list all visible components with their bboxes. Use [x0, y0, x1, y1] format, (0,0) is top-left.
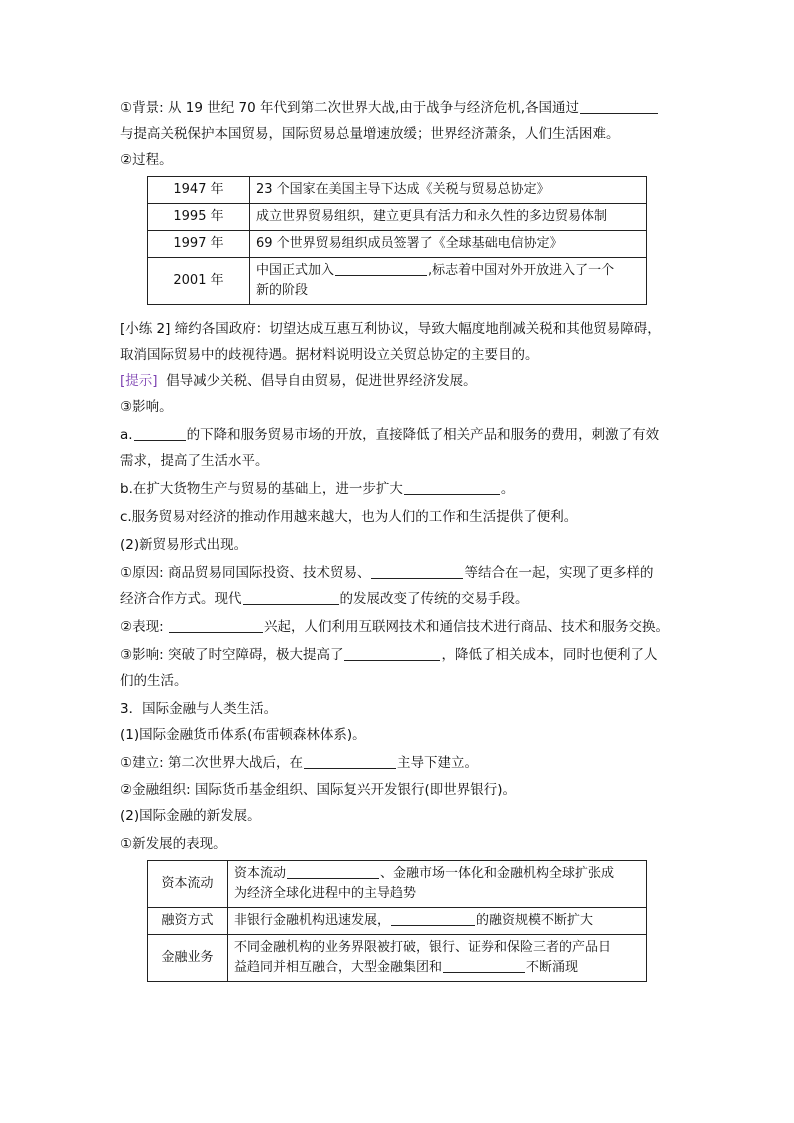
hint-text: 倡导减少关税、倡导自由贸易，促进世界经济发展。: [166, 373, 477, 389]
process-heading: ②过程。: [120, 152, 173, 168]
cause-text-after: 的发展改变了传统的交易手段。: [339, 591, 529, 607]
content-text-before: 非银行金融机构迅速发展，: [234, 913, 391, 928]
content-text-after: 的融资规模不断扩大: [476, 913, 594, 928]
cause-line-2: [120, 589, 680, 609]
background-line-2: 与提高关税保护本国贸易，国际贸易总量增速放缓；世界经济萧条，人们生活困难。: [120, 126, 620, 142]
influence-a-line-2: 需求，提高了生活水平。: [120, 453, 269, 469]
exercise-line-2: 取消国际贸易中的歧视待遇。据材料说明设立关贸总协定的主要目的。: [120, 347, 539, 363]
event-cell: [250, 177, 647, 204]
blank-fill[interactable]: [443, 958, 525, 973]
year-cell: 1997 年: [148, 231, 250, 258]
content-cell: [228, 861, 647, 908]
blank-fill[interactable]: [304, 754, 396, 769]
exercise-line-1: [小练 2] 缔约各国政府：切望达成互惠互利协议，导致大幅度地削减关税和其他贸易障碍，: [120, 321, 661, 337]
blank-fill[interactable]: [404, 480, 500, 495]
finance-new-dev: (2)国际金融的新发展。: [120, 808, 261, 824]
item-prefix: a.: [120, 427, 133, 443]
event-text: 新的阶段: [256, 283, 309, 298]
content-text: [234, 911, 640, 931]
content-text: 不同金融机构的业务界限被打破，银行、证券和保险三者的产品日: [234, 940, 612, 955]
table-row: [148, 204, 647, 231]
blank-fill[interactable]: [371, 564, 463, 579]
event-text-before: 中国正式加入: [256, 263, 335, 278]
content-cell: [228, 908, 647, 935]
year-cell: 1995 年: [148, 204, 250, 231]
influence-heading: ③影响。: [120, 399, 173, 415]
year-cell: 1947 年: [148, 177, 250, 204]
event-text: 成立世界贸易组织，建立更具有活力和永久性的多边贸易体制: [256, 209, 608, 224]
event-cell: [250, 204, 647, 231]
label-cell: 金融业务: [148, 935, 228, 982]
effect-text: ③影响: 突破了时空障碍，极大提高了: [120, 647, 344, 663]
new-forms-heading: (2)新贸易形式出现。: [120, 537, 248, 553]
event-cell: [250, 258, 647, 305]
content-text-before: 益趋同并相互融合，大型金融集团和: [234, 960, 443, 975]
blank-fill[interactable]: [344, 646, 440, 661]
effect-line-1: [120, 645, 680, 665]
content-text-after: 、金融市场一体化和金融机构全球扩张成: [380, 866, 615, 881]
event-text: 23 个国家在美国主导下达成《关税与贸易总协定》: [256, 182, 550, 197]
event-text: [256, 261, 640, 281]
table-row: [148, 177, 647, 204]
content-text: 为经济全球化进程中的主导趋势: [234, 886, 417, 901]
effect-line-2: 们的生活。: [120, 673, 188, 689]
show-text: ②表现:: [120, 619, 168, 635]
influence-a-line-1: [120, 425, 680, 445]
label-cell: 融资方式: [148, 908, 228, 935]
finance-system: (1)国际金融货币体系(布雷顿森林体系)。: [120, 727, 366, 743]
finance-table: [147, 860, 647, 982]
cause-line-1: [120, 563, 680, 583]
content-text-after: 不断涌现: [526, 960, 579, 975]
effect-text-after: ，降低了相关成本，同时也便利了人: [441, 647, 658, 663]
finance-heading: 3．国际金融与人类生活。: [120, 701, 278, 717]
blank-fill[interactable]: [243, 590, 339, 605]
finance-est-line: [120, 753, 680, 773]
content-text: [234, 958, 640, 978]
year-cell: 2001 年: [148, 258, 250, 305]
table-row: [148, 935, 647, 982]
blank-fill[interactable]: [391, 911, 475, 926]
finance-orgs: ②金融组织: 国际货币基金组织、国际复兴开发银行(即世界银行)。: [120, 782, 516, 798]
background-text-1: ①背景: 从 19 世纪 70 年代到第二次世界大战,由于战争与经济危机,各国通过: [120, 100, 580, 116]
blank-fill[interactable]: [169, 618, 263, 633]
background-line-1: [120, 98, 680, 118]
event-cell: [250, 231, 647, 258]
influence-a-text: 的下降和服务贸易市场的开放，直接降低了相关产品和服务的费用，刺激了有效: [186, 427, 660, 443]
show-text-after: 兴起，人们利用互联网技术和通信技术进行商品、技术和服务交换。: [263, 619, 669, 635]
event-text-after: ,标志着中国对外开放进入了一个: [428, 263, 615, 278]
est-text: ①建立: 第二次世界大战后，在: [120, 755, 303, 771]
hint-tag: [提示]: [120, 373, 158, 389]
process-table: [147, 176, 647, 305]
table-row: [148, 908, 647, 935]
hint-line: [120, 371, 680, 391]
table-row: [148, 861, 647, 908]
cause-text: ①原因: 商品贸易同国际投资、技术贸易、: [120, 565, 371, 581]
finance-new-show: ①新发展的表现。: [120, 836, 227, 852]
blank-fill[interactable]: [335, 261, 427, 276]
influence-c-line: c.服务贸易对经济的推动作用越来越大，也为人们的工作和生活提供了便利。: [120, 509, 578, 525]
show-line: [120, 617, 680, 637]
table-row: [148, 231, 647, 258]
content-cell: [228, 935, 647, 982]
blank-fill[interactable]: [134, 426, 186, 441]
content-text-before: 资本流动: [234, 866, 287, 881]
event-text: 69 个世界贸易组织成员签署了《全球基础电信协定》: [256, 236, 563, 251]
label-cell: 资本流动: [148, 861, 228, 908]
influence-b-end: 。: [500, 481, 515, 497]
est-text-after: 主导下建立。: [396, 755, 478, 771]
cause-text-after: 等结合在一起，实现了更多样的: [464, 565, 654, 581]
blank-fill[interactable]: [580, 99, 658, 114]
content-text: [234, 864, 640, 884]
blank-fill[interactable]: [287, 864, 379, 879]
influence-b-line: [120, 479, 680, 499]
table-row: [148, 258, 647, 305]
influence-b-text: b.在扩大货物生产与贸易的基础上，进一步扩大: [120, 481, 403, 497]
cause-text: 经济合作方式。现代: [120, 591, 242, 607]
